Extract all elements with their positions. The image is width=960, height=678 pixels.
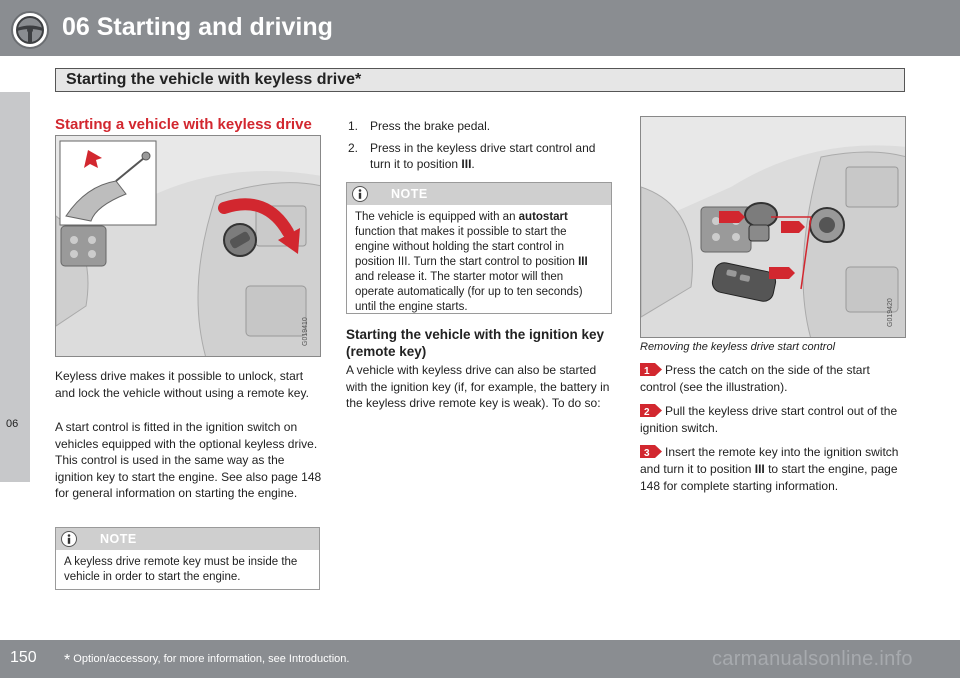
watermark: carmanualsonline.info — [712, 648, 913, 670]
section-heading: Starting a vehicle with keyless drive — [55, 116, 312, 133]
chapter-title: 06 Starting and driving — [62, 13, 333, 41]
illustration-step — [640, 362, 908, 396]
procedure-step — [346, 118, 616, 135]
note-text-part: function that makes it possible to start the engine without holding the start control in position III. Turn the start control to position — [355, 226, 579, 268]
steering-wheel-icon — [10, 10, 50, 50]
position-label: III — [461, 157, 472, 171]
procedure-step — [346, 140, 616, 173]
note-header — [56, 528, 319, 550]
step-badge-arrow — [640, 445, 662, 458]
note-bold-term: autostart — [518, 211, 568, 223]
figure-caption: Removing the keyless drive start control — [640, 341, 836, 353]
footnote-star: * — [64, 652, 71, 669]
step-text: Insert the remote key into the ignition switch and turn it to position — [640, 445, 899, 476]
note-box — [346, 182, 612, 314]
note-bold-term: III — [578, 256, 588, 268]
info-icon — [352, 186, 368, 202]
step-number: 2. — [348, 140, 359, 155]
note-title: NOTE — [391, 187, 428, 201]
step-badge-number: 2 — [644, 407, 650, 418]
step-text: to start the engine, page 148 for complete starting information. — [640, 462, 898, 493]
chapter-header — [0, 0, 960, 56]
figure-code: G019410 — [302, 317, 309, 346]
footer-note-text: Option/accessory, for more information, see Introduction. — [73, 653, 350, 665]
step-text-tail: . — [471, 157, 475, 171]
keyless-start-illustration — [55, 135, 321, 357]
step-badge-arrow — [640, 363, 662, 376]
note-text-part: and release it. The starter motor will then operate automatically (for up to ten seconds) until the engine starts. — [355, 271, 583, 313]
illustration-step — [640, 444, 908, 495]
body-paragraph: A vehicle with keyless drive can also be started with the ignition key (if, for example, the battery in the keyless drive remote key is weak). To do so: — [346, 363, 610, 410]
note-text — [347, 205, 611, 321]
step-text: Press the catch on the side of the start control (see the illustration). — [640, 363, 870, 394]
note-text-part: The vehicle is equipped with an — [355, 211, 519, 223]
section-title-bar — [55, 68, 905, 92]
figure-code: G019420 — [887, 298, 894, 327]
step-text: Press the brake pedal. — [370, 119, 491, 133]
position-label: III — [754, 462, 765, 476]
step-text: Pull the keyless drive start control out of the ignition switch. — [640, 404, 898, 435]
section-title: Starting the vehicle with keyless drive* — [66, 71, 362, 88]
subheading: Starting the vehicle with the ignition key (remote key) — [346, 327, 605, 359]
step-badge-arrow — [640, 404, 662, 417]
footer-note — [64, 652, 349, 670]
step-text: Press in the keyless drive start control and turn it to position — [370, 140, 596, 171]
note-header — [347, 183, 611, 205]
keyless-start-drawing — [56, 136, 321, 357]
procedure-steps — [346, 118, 616, 178]
body-paragraph: Keyless drive makes it possible to unlock, start and lock the vehicle without using a remote key. — [55, 369, 309, 400]
illustration-step — [640, 403, 908, 437]
body-paragraph: A start control is fitted in the ignition switch on vehicles equipped with the optional keyless drive. This control is used in the same way as the ignition key to start the engine. See also page 148 for general information on starting the engine. — [55, 420, 322, 500]
note-text: A keyless drive remote key must be inside the vehicle in order to start the engine. — [64, 556, 298, 583]
page-number: 150 — [10, 649, 37, 666]
start-control-removal-illustration — [640, 116, 906, 338]
info-icon — [61, 531, 77, 547]
chapter-side-tab — [0, 92, 30, 482]
step-number: 1. — [348, 119, 359, 133]
note-title: NOTE — [100, 532, 137, 546]
step-badge-number: 1 — [644, 366, 650, 377]
start-control-removal-drawing — [641, 117, 906, 338]
note-box — [55, 527, 320, 590]
side-tab-label: 06 — [6, 418, 19, 430]
page-footer — [0, 640, 960, 678]
step-badge-number: 3 — [644, 448, 650, 459]
